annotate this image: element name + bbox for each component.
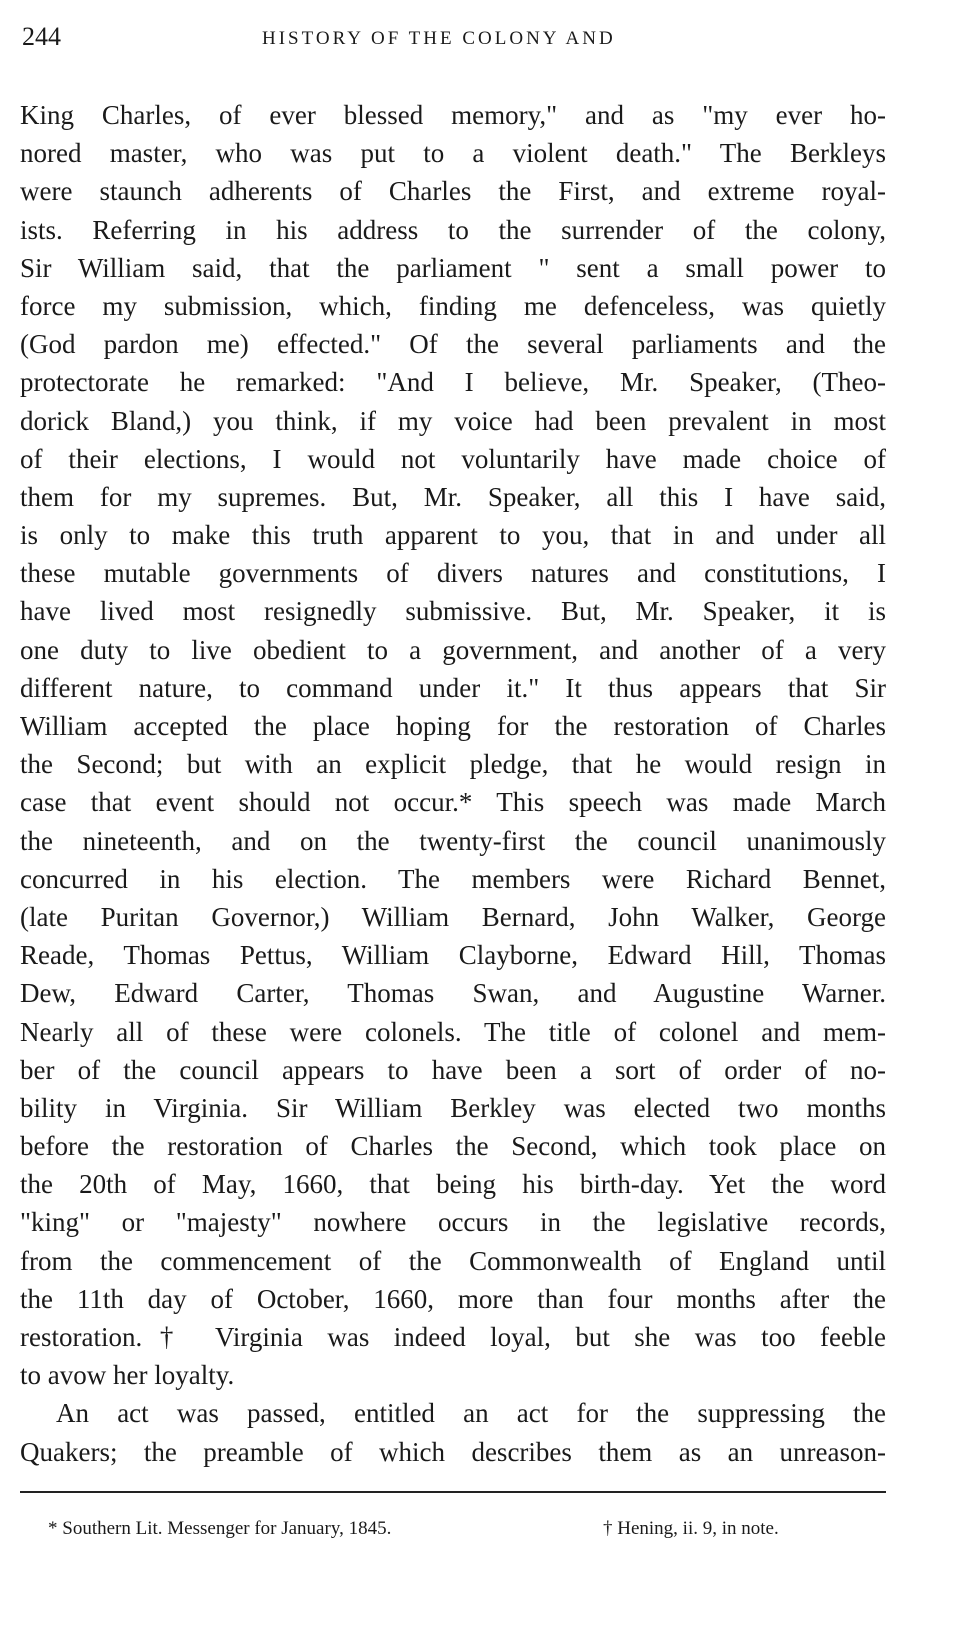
body-text [20, 96, 886, 1471]
text-line-paragraph-end: to avow her loyalty. [20, 1360, 235, 1391]
text-line: case that event should not occur.* This speech was made March [20, 787, 886, 818]
text-line: Sir William said, that the parliament " sent a small power to [20, 252, 886, 283]
footnote-dagger: † Hening, ii. 9, in note. [603, 1518, 779, 1539]
text-line: concurred in his election. The members were Richard Bennet, [20, 863, 886, 894]
text-line: different nature, to command under it." It thus appears that Sir [20, 672, 886, 703]
text-line: force my submission, which, finding me defenceless, was quietly [20, 290, 886, 321]
text-line: Reade, Thomas Pettus, William Clayborne, Edward Hill, Thomas [20, 940, 886, 971]
text-line: dorick Bland,) you think, if my voice had been prevalent in most [20, 405, 886, 436]
text-line: (God pardon me) effected." Of the several parliaments and the [20, 329, 886, 360]
text-line: them for my supremes. But, Mr. Speaker, all this I have said, [20, 481, 886, 512]
text-line: the 11th day of October, 1660, more than four months after the [20, 1283, 886, 1314]
text-line: Dew, Edward Carter, Thomas Swan, and Augustine Warner. [20, 978, 886, 1009]
footnote-asterisk: * Southern Lit. Messenger for January, 1845. [48, 1518, 392, 1539]
running-head: HISTORY OF THE COLONY AND [262, 28, 616, 49]
text-line: from the commencement of the Commonwealth of England until [20, 1245, 886, 1276]
page-header [22, 22, 882, 58]
text-line: have lived most resignedly submissive. But, Mr. Speaker, it is [20, 596, 886, 627]
text-line: William accepted the place hoping for the restoration of Charles [20, 711, 886, 741]
text-line: ists. Referring in his address to the surrender of the colony, [20, 214, 886, 245]
text-line: ber of the council appears to have been a sort of order of no- [20, 1054, 886, 1085]
page-number: 244 [22, 22, 61, 51]
footnote-divider [20, 1491, 886, 1493]
text-line: "king" or "majesty" nowhere occurs in the legislative records, [20, 1207, 886, 1238]
text-line: the 20th of May, 1660, that being his birth-day. Yet the word [20, 1169, 886, 1200]
text-line: nored master, who was put to a violent death." The Berkleys [20, 138, 886, 169]
text-line: one duty to live obedient to a government, and another of a very [20, 634, 886, 665]
text-line: these mutable governments of divers natures and constitutions, I [20, 558, 886, 589]
text-line: before the restoration of Charles the Second, which took place on [20, 1131, 886, 1162]
text-line: were staunch adherents of Charles the First, and extreme royal- [20, 176, 886, 207]
text-line: Quakers; the preamble of which describes them as an unreason- [20, 1436, 886, 1467]
text-line: bility in Virginia. Sir William Berkley was elected two months [20, 1092, 886, 1123]
text-line: King Charles, of ever blessed memory," and as "my ever ho- [20, 100, 886, 130]
text-line: the Second; but with an explicit pledge, that he would resign in [20, 749, 886, 780]
text-line: protectorate he remarked: "And I believe, Mr. Speaker, (Theo- [20, 367, 886, 398]
text-line: the nineteenth, and on the twenty-first the council unanimously [20, 825, 886, 856]
text-line: is only to make this truth apparent to you, that in and under all [20, 520, 886, 551]
text-line: of their elections, I would not voluntarily have made choice of [20, 443, 886, 474]
text-line: restoration.† Virginia was indeed loyal, but she was too feeble [20, 1322, 886, 1352]
text-line: Nearly all of these were colonels. The title of colonel and mem- [20, 1016, 886, 1047]
text-line-paragraph-start: An act was passed, entitled an act for the suppressing the [56, 1398, 886, 1429]
text-line: (late Puritan Governor,) William Bernard, John Walker, George [20, 901, 886, 932]
